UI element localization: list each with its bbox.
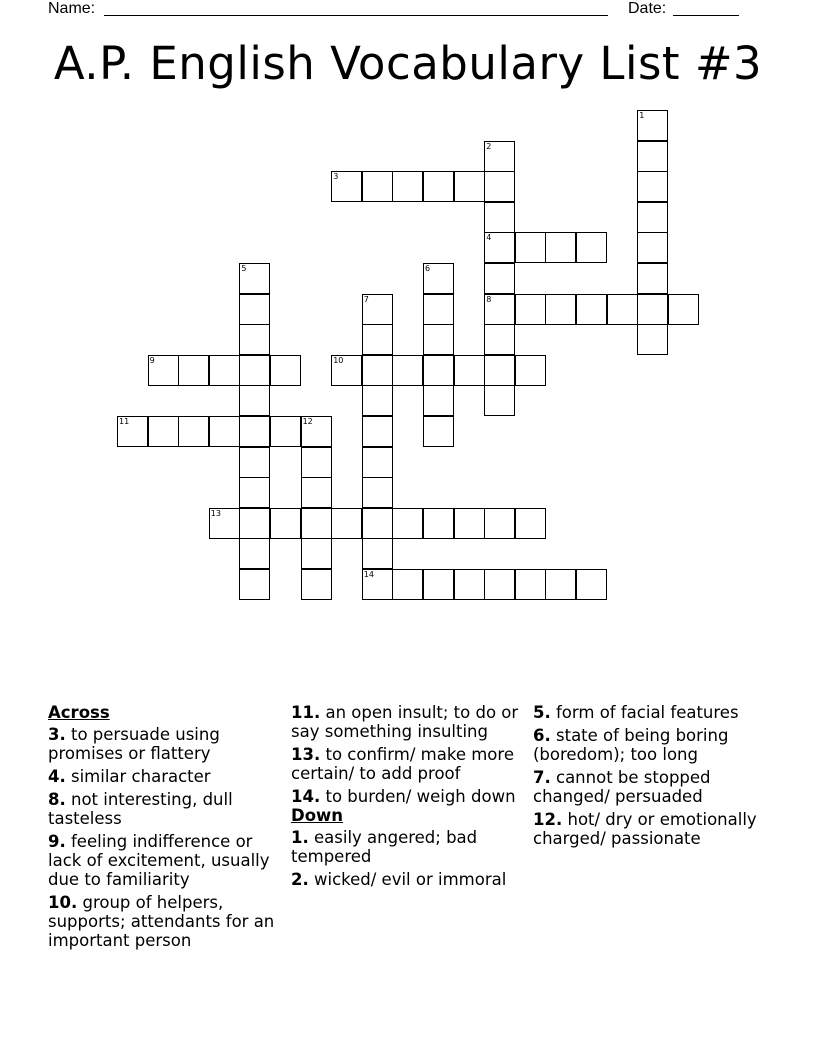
crossword-cell[interactable] (270, 508, 301, 539)
crossword-cell[interactable] (117, 416, 148, 447)
cell-number: 13 (210, 508, 221, 518)
crossword-cell[interactable] (392, 171, 423, 202)
crossword-cell[interactable] (362, 569, 393, 600)
crossword-cell[interactable] (362, 416, 393, 447)
clue-text: an open insult; to do or say something insulting (291, 703, 519, 741)
crossword-cell[interactable] (331, 508, 362, 539)
crossword-cell[interactable] (301, 538, 332, 569)
crossword-cell[interactable] (545, 294, 576, 325)
clue-down-1 (291, 828, 529, 866)
crossword-cell[interactable] (637, 232, 668, 263)
clue-number: 8. (48, 790, 66, 809)
crossword-cell[interactable] (637, 141, 668, 172)
crossword-cell[interactable] (515, 569, 546, 600)
clue-down-12 (533, 810, 771, 848)
crossword-cell[interactable] (484, 202, 515, 233)
name-field[interactable] (104, 15, 608, 16)
crossword-cell[interactable] (637, 110, 668, 141)
date-label: Date: (628, 0, 667, 17)
crossword-cell[interactable] (637, 171, 668, 202)
clue-down-5 (533, 703, 771, 722)
crossword-cell[interactable] (239, 508, 270, 539)
cell-number: 7 (363, 294, 369, 304)
crossword-cell[interactable] (484, 141, 515, 172)
cell-number: 9 (149, 355, 155, 365)
crossword-cell[interactable] (515, 294, 546, 325)
crossword-cell[interactable] (301, 569, 332, 600)
crossword-cell[interactable] (239, 385, 270, 416)
clue-across-13 (291, 745, 529, 783)
crossword-cell[interactable] (392, 569, 423, 600)
clue-across-10 (48, 893, 286, 950)
clue-down-2 (291, 870, 529, 889)
crossword-cell[interactable] (362, 385, 393, 416)
clue-text: to persuade using promises or flattery (48, 725, 220, 763)
crossword-cell[interactable] (239, 355, 270, 386)
crossword-cell[interactable] (515, 232, 546, 263)
crossword-cell[interactable] (454, 569, 485, 600)
name-date-header (48, 0, 768, 20)
crossword-cell[interactable] (239, 324, 270, 355)
crossword-cell[interactable] (484, 355, 515, 386)
date-field[interactable] (673, 15, 739, 16)
crossword-cell[interactable] (362, 324, 393, 355)
crossword-cell[interactable] (270, 355, 301, 386)
crossword-cell[interactable] (454, 171, 485, 202)
crossword-cell[interactable] (423, 171, 454, 202)
crossword-cell[interactable] (484, 324, 515, 355)
clue-down-7 (533, 768, 771, 806)
crossword-cell[interactable] (362, 294, 393, 325)
crossword-cell[interactable] (515, 508, 546, 539)
crossword-cell[interactable] (301, 416, 332, 447)
crossword-cell[interactable] (637, 324, 668, 355)
crossword-cell[interactable] (362, 355, 393, 386)
clue-number: 12. (533, 810, 563, 829)
crossword-cell[interactable] (484, 569, 515, 600)
clue-across-14 (291, 787, 529, 806)
down-heading: Down (291, 806, 344, 825)
clue-text: to burden/ weigh down (325, 787, 516, 806)
crossword-cell[interactable] (331, 171, 362, 202)
crossword-cell[interactable] (515, 355, 546, 386)
crossword-cell[interactable] (484, 171, 515, 202)
clue-text: to confirm/ make more certain/ to add proof (291, 745, 514, 783)
crossword-cell[interactable] (178, 355, 209, 386)
cell-number: 10 (333, 355, 344, 365)
cell-number: 2 (486, 141, 492, 151)
crossword-cell[interactable] (301, 508, 332, 539)
crossword-cell[interactable] (392, 355, 423, 386)
clue-text: hot/ dry or emotionally charged/ passionate (533, 810, 757, 848)
crossword-cell[interactable] (454, 355, 485, 386)
clue-number: 1. (291, 828, 309, 847)
clue-number: 3. (48, 725, 66, 744)
clue-text: cannot be stopped changed/ persuaded (533, 768, 711, 806)
cell-number: 1 (639, 111, 645, 120)
crossword-cell[interactable] (209, 508, 240, 539)
clue-text: easily angered; bad tempered (291, 828, 478, 866)
cell-number: 3 (333, 172, 339, 182)
crossword-cell[interactable] (362, 538, 393, 569)
clue-number: 4. (48, 767, 66, 786)
clue-text: form of facial features (556, 703, 739, 722)
crossword-cell[interactable] (607, 294, 638, 325)
crossword-cell[interactable] (362, 508, 393, 539)
crossword-cell[interactable] (239, 538, 270, 569)
crossword-cell[interactable] (362, 171, 393, 202)
clue-down-6 (533, 726, 771, 764)
crossword-cell[interactable] (239, 477, 270, 508)
crossword-cell[interactable] (484, 385, 515, 416)
crossword-cell[interactable] (362, 477, 393, 508)
clue-across-9 (48, 832, 286, 889)
crossword-cell[interactable] (423, 385, 454, 416)
cell-number: 12 (302, 417, 313, 426)
cell-number: 4 (486, 233, 492, 243)
cell-number: 11 (119, 417, 130, 426)
crossword-cell[interactable] (423, 263, 454, 294)
clue-text: not interesting, dull tasteless (48, 790, 233, 828)
crossword-cell[interactable] (576, 232, 607, 263)
crossword-cell[interactable] (423, 508, 454, 539)
crossword-cell[interactable] (301, 447, 332, 478)
cell-number: 6 (425, 264, 431, 273)
clue-number: 7. (533, 768, 551, 787)
crossword-cell[interactable] (239, 447, 270, 478)
crossword-cell[interactable] (423, 569, 454, 600)
crossword-cell[interactable] (576, 294, 607, 325)
clue-column-2 (291, 703, 529, 893)
crossword-cell[interactable] (637, 294, 668, 325)
crossword-cell[interactable] (239, 569, 270, 600)
crossword-cell[interactable] (423, 324, 454, 355)
crossword-cell[interactable] (454, 508, 485, 539)
clue-text: group of helpers, supports; attendants for an important person (48, 893, 275, 950)
crossword-cell[interactable] (484, 232, 515, 263)
crossword-cell[interactable] (484, 294, 515, 325)
crossword-cell[interactable] (392, 508, 423, 539)
crossword-cell[interactable] (637, 202, 668, 233)
crossword-cell[interactable] (301, 477, 332, 508)
page-title: A.P. English Vocabulary List #3 (53, 37, 763, 90)
crossword-cell[interactable] (423, 355, 454, 386)
clue-column-1 (48, 703, 286, 954)
crossword-cell[interactable] (423, 416, 454, 447)
crossword-cell[interactable] (270, 416, 301, 447)
crossword-cell[interactable] (239, 263, 270, 294)
crossword-cell[interactable] (178, 416, 209, 447)
crossword-cell[interactable] (239, 294, 270, 325)
clue-number: 11. (291, 703, 321, 722)
clue-number: 9. (48, 832, 66, 851)
cell-number: 8 (486, 294, 492, 304)
clue-text: feeling indifference or lack of excitement, usually due to familiarity (48, 832, 270, 889)
clue-number: 6. (533, 726, 551, 745)
crossword-cell[interactable] (423, 294, 454, 325)
clue-number: 10. (48, 893, 78, 912)
crossword-cell[interactable] (209, 416, 240, 447)
crossword-cell[interactable] (331, 355, 362, 386)
clue-number: 5. (533, 703, 551, 722)
clue-text: state of being boring (boredom); too long (533, 726, 729, 764)
clue-across-8 (48, 790, 286, 828)
crossword-cell[interactable] (484, 263, 515, 294)
cell-number: 5 (241, 264, 247, 273)
crossword-cell[interactable] (362, 447, 393, 478)
clue-text: wicked/ evil or immoral (314, 870, 507, 889)
crossword-cell[interactable] (239, 416, 270, 447)
crossword-cell[interactable] (545, 232, 576, 263)
clue-across-11 (291, 703, 529, 741)
crossword-cell[interactable] (668, 294, 699, 325)
name-label: Name: (48, 0, 96, 17)
crossword-cell[interactable] (148, 355, 179, 386)
clue-across-3 (48, 725, 286, 763)
clue-column-3 (533, 703, 771, 852)
clue-across-4 (48, 767, 286, 786)
clue-number: 14. (291, 787, 321, 806)
crossword-cell[interactable] (637, 263, 668, 294)
cell-number: 14 (363, 570, 374, 579)
clue-number: 13. (291, 745, 321, 764)
crossword-cell[interactable] (148, 416, 179, 447)
clue-text: similar character (71, 767, 211, 786)
crossword-cell[interactable] (209, 355, 240, 386)
clue-number: 2. (291, 870, 309, 889)
across-heading: Across (48, 703, 110, 722)
crossword-cell[interactable] (484, 508, 515, 539)
crossword-cell[interactable] (576, 569, 607, 600)
crossword-cell[interactable] (545, 569, 576, 600)
